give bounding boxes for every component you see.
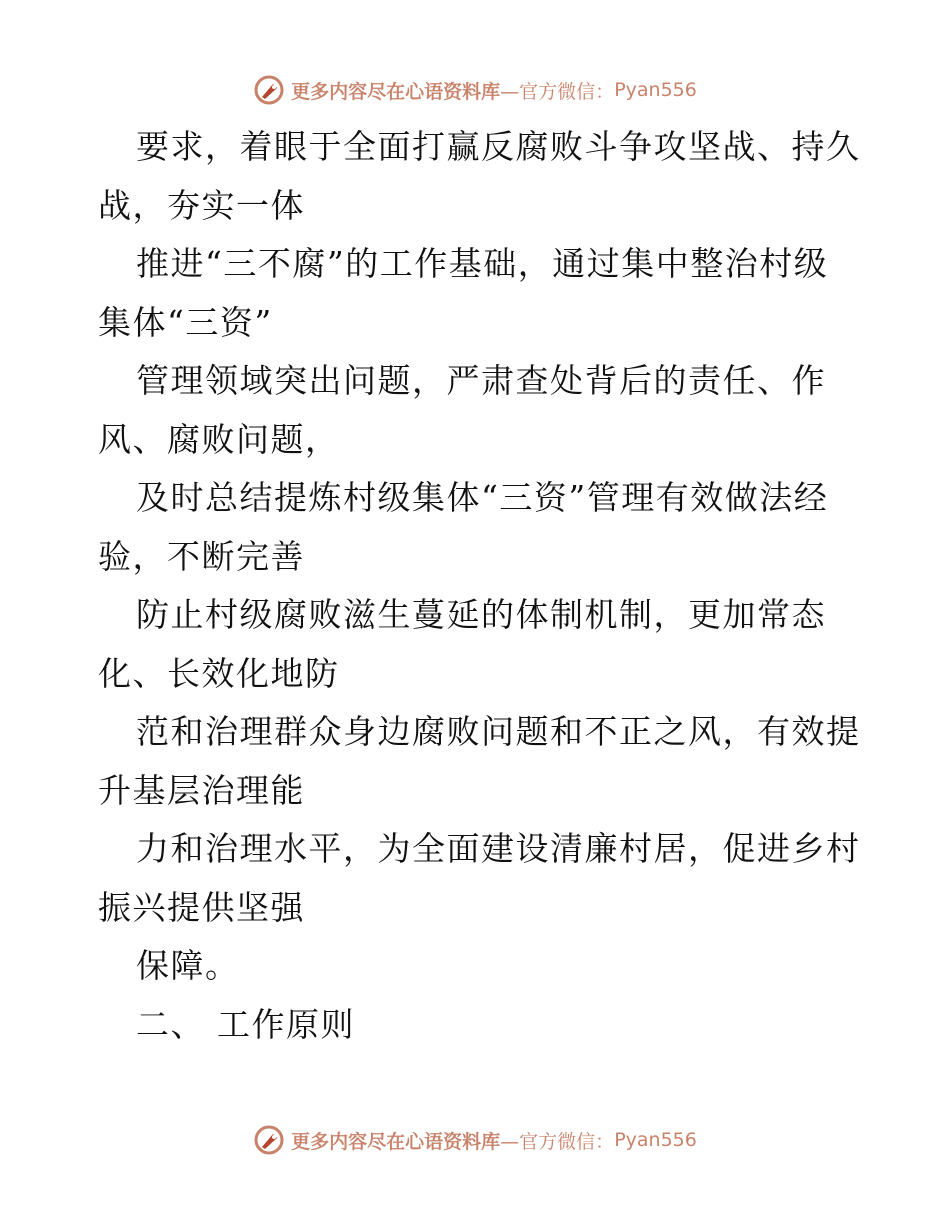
- footer-banner: [0, 1120, 950, 1160]
- header-banner: [0, 70, 950, 110]
- body-line: 及时总结提炼村级集体“三资”管理有效做法经: [136, 478, 829, 517]
- body-line: 要求，着眼于全面打赢反腐败斗争攻坚战、持久: [136, 127, 861, 166]
- body-line: 管理领域突出问题，严肃查处背后的责任、作: [136, 361, 826, 400]
- body-line: 验，不断完善: [98, 536, 305, 576]
- pen-nib-logo-icon: [253, 74, 285, 106]
- footer-banner-wechat-id: Pyan556: [614, 1129, 697, 1151]
- header-banner-main-text: 更多内容尽在心语资料库: [291, 80, 501, 103]
- body-line: 保障。: [136, 946, 240, 985]
- body-line: 范和治理群众身边腐败问题和不正之风，有效提: [136, 712, 861, 751]
- body-line: 化、长效化地防: [98, 653, 340, 693]
- document-body: [98, 118, 861, 1054]
- pen-nib-logo-icon: [253, 1124, 285, 1156]
- body-line: 战，夯实一体: [98, 185, 305, 225]
- body-line: 升基层治理能: [98, 770, 305, 810]
- body-line: 推进“三不腐”的工作基础，通过集中整治村级: [136, 244, 829, 283]
- body-line: 防止村级腐败滋生蔓延的体制机制，更加常态: [136, 595, 826, 634]
- body-line: 集体“三资”: [98, 302, 273, 342]
- header-banner-wechat-id: Pyan556: [614, 79, 697, 101]
- section-heading: 二、 工作原则: [136, 1004, 355, 1044]
- footer-banner-separator: —官方微信：: [500, 1130, 615, 1153]
- footer-banner-main-text: 更多内容尽在心语资料库: [291, 1130, 501, 1153]
- body-line: 风、腐败问题，: [98, 419, 340, 459]
- body-line: 振兴提供坚强: [98, 887, 305, 927]
- header-banner-separator: —官方微信：: [500, 80, 615, 103]
- body-line: 力和治理水平，为全面建设清廉村居，促进乡村: [136, 829, 861, 868]
